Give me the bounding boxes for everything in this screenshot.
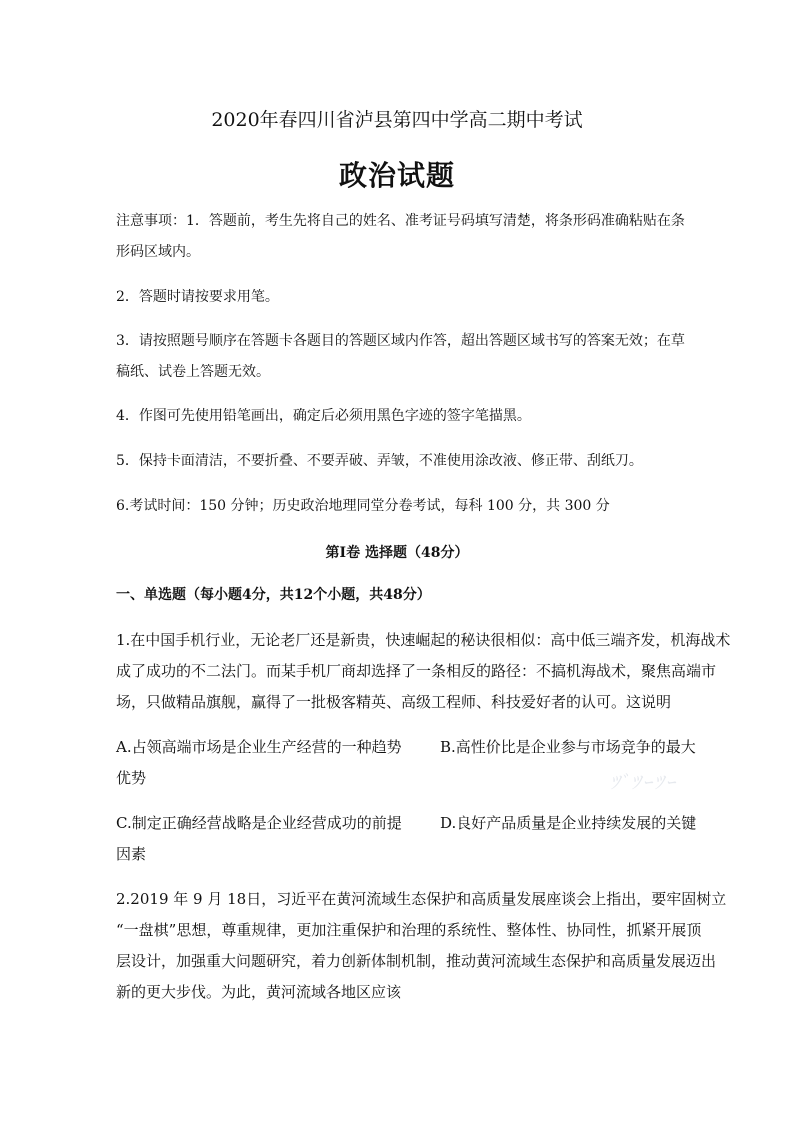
note-6: 6.考试时间：150 分钟；历史政治地理同堂分卷考试，每科 100 分，共 300 分 [116, 498, 610, 514]
note-1-line-2: 形码区域内。 [116, 244, 200, 260]
question-2-line-3: 层设计，加强重大问题研究，着力创新体制机制，推动黄河流域生态保护和高质量发展迈出 [116, 952, 717, 970]
question-1-line-1: 1.在中国手机行业，无论老厂还是新贵，快速崛起的秘诀很相似：高中低三端齐发，机海战术 [116, 631, 731, 649]
note-4: 4．作图可先使用铅笔画出，确定后必须用黑色字迹的签字笔描黑。 [116, 408, 531, 424]
note-1-line-1: 注意事项：1．答题前，考生先将自己的姓名、准考证号码填写清楚，将条形码准确粘贴在条 [116, 213, 685, 229]
note-2: 2．答题时请按要求用笔。 [116, 289, 279, 305]
exam-title: 2020年春四川省泸县第四中学高二期中考试 [211, 109, 583, 131]
question-1-line-3: 场，只做精品旗舰，赢得了一批极客精英、高级工程师、科技爱好者的认可。这说明 [116, 693, 672, 711]
section-subhead: 一、单选题（每小题4分，共12个小题，共48分） [116, 587, 431, 603]
question-1-line-2: 成了成功的不二法门。而某手机厂商却选择了一条相反的路径：不搞机海战术，聚焦高端市 [116, 662, 717, 680]
watermark: ﾂﾞﾂｰﾂｰ [610, 772, 678, 794]
question-1-option-d: D.良好产品质量是企业持续发展的关键 [440, 814, 697, 832]
subject-title: 政治试题 [338, 159, 455, 192]
question-2-line-2: “一盘棋”思想，尊重规律，更加注重保护和治理的系统性、整体性、协同性，抓紧开展顶 [116, 921, 702, 939]
question-2-line-1: 2.2019 年 9 月 18日，习近平在黄河流域生态保护和高质量发展座谈会上指出，要牢固树立 [116, 890, 727, 908]
question-1-option-d-cont: 因素 [116, 845, 147, 863]
question-1-option-a: A.占领高端市场是企业生产经营的一种趋势 [116, 738, 402, 756]
question-1-option-b: B.高性价比是企业参与市场竞争的最大 [440, 738, 696, 756]
question-1-option-c: C.制定正确经营战略是企业经营成功的前提 [116, 814, 402, 832]
note-3-line-2: 稿纸、试卷上答题无效。 [116, 364, 270, 380]
section-title: 第Ⅰ卷 选择题（48分） [325, 545, 469, 561]
note-5: 5．保持卡面清洁，不要折叠、不要弄破、弄皱，不准使用涂改液、修正带、刮纸刀。 [116, 453, 643, 469]
note-3-line-1: 3．请按照题号顺序在答题卡各题目的答题区域内作答，超出答题区域书写的答案无效；在草 [116, 333, 685, 349]
question-1-option-b-cont: 优势 [116, 769, 147, 787]
question-2-line-4: 新的更大步伐。为此，黄河流域各地区应该 [116, 983, 402, 1001]
